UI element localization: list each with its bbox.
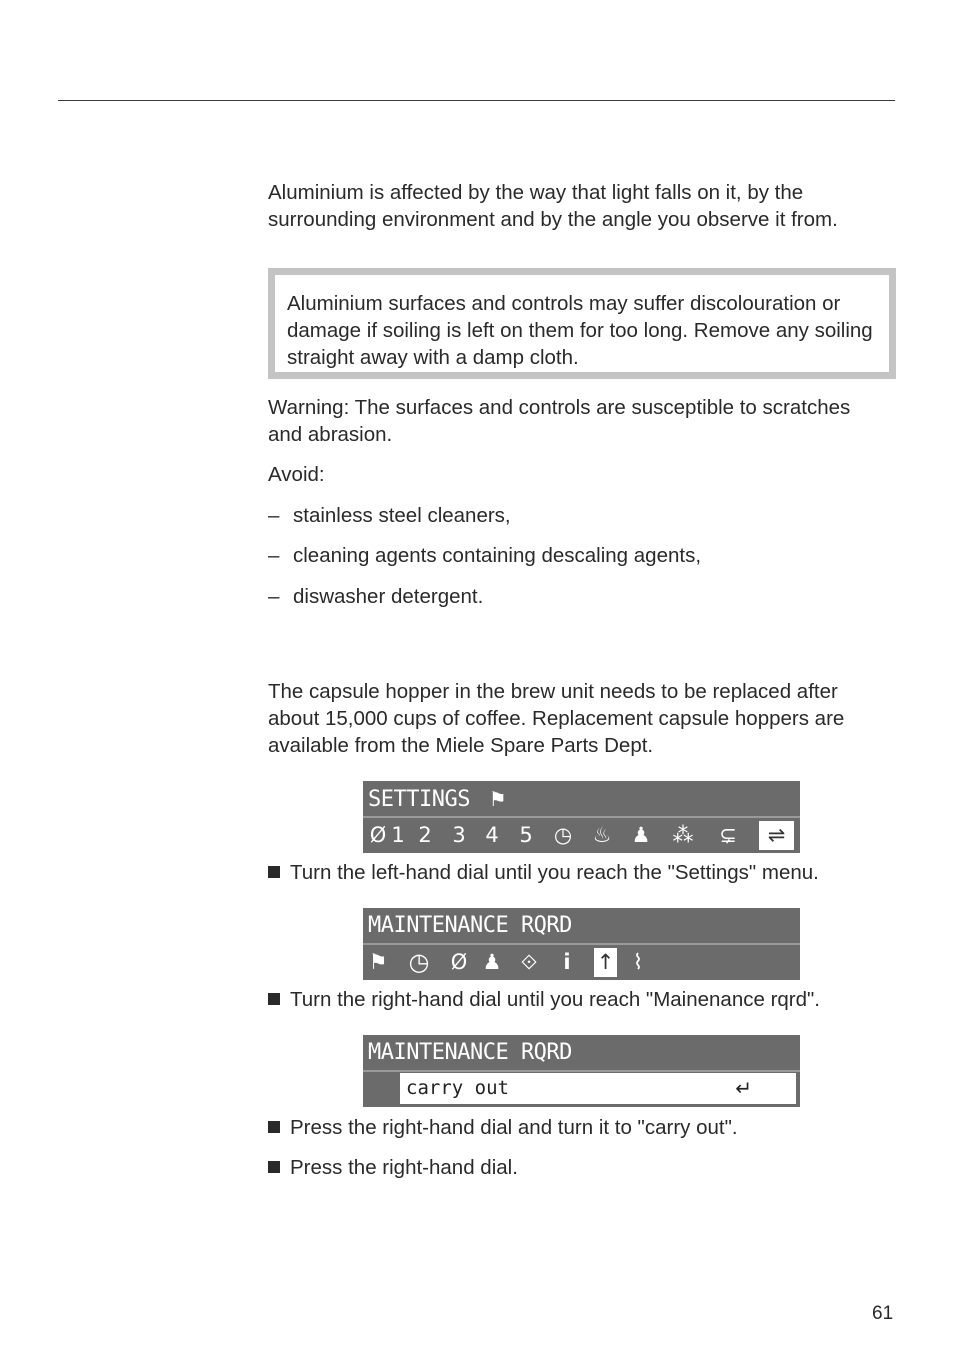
person-icon: ♟ [631,823,651,847]
square-bullet [268,1121,280,1133]
avoid-item-1: – stainless steel cleaners, [268,504,511,527]
header-rule [58,100,895,101]
dash-marker: – [268,504,280,527]
settings-sliders-icon: ⇌ [759,821,794,850]
maintenance-menu-display [363,908,800,980]
square-bullet [268,866,280,878]
program-5: 5 [519,823,533,847]
note-text: Aluminium surfaces and controls may suffer discolouration or damage if soiling is left on them for too long. Remove any soiling straight away with a damp cloth. [287,292,873,369]
avoid-item-2: – cleaning agents containing descaling agents, [268,544,702,567]
clock-icon: ◷ [408,948,430,976]
rinse-icon: ⊊ [719,823,737,847]
program-3: 3 [452,823,466,847]
warning-paragraph: Warning: The surfaces and controls are susceptible to scratches and abrasion. [268,396,851,446]
program-1: 1 [391,823,405,847]
carry-out-option: carry out ↵ [400,1073,796,1104]
dash-marker: – [268,544,280,567]
program-4: 4 [485,823,499,847]
program-2: 2 [418,823,432,847]
avoid-item-3: – diswasher detergent. [268,585,484,608]
flag-icon: ⚑ [368,950,388,974]
settings-display-title: SETTINGS ⚑ [368,787,507,812]
square-bullet [268,1161,280,1173]
flag-icon: ⚑ [488,787,507,811]
maintenance-icon: ↑ [594,948,617,977]
page-number: 61 [872,1303,894,1324]
avoid-heading: Avoid: [268,463,325,486]
square-bullet [268,993,280,1005]
maintenance-action-title: MAINTENANCE RQRD [368,1040,572,1065]
note-box [268,268,896,379]
info-icon: i [563,950,571,974]
timer-icon: ◷ [553,823,573,847]
settings-display [363,781,800,853]
step-3: Press the right-hand dial and turn it to "carry out". [268,1114,738,1141]
step-2: Turn the right-hand dial until you reach "Mainenance rqrd". [268,986,820,1013]
arrow-diamond-icon: ⟐ [520,950,538,974]
maintenance-menu-title: MAINTENANCE RQRD [368,913,572,938]
factory-icon: ⌇ [632,950,644,974]
enter-icon: ↵ [735,1076,752,1100]
dash-marker: – [268,585,280,608]
maintenance-icon-row [363,945,800,980]
person-icon: ♟ [482,950,502,974]
maintenance-action-display [363,1035,800,1107]
step-4: Press the right-hand dial. [268,1154,518,1181]
brightness-icon: ⁂ [672,823,694,847]
capsule-hopper-paragraph: The capsule hopper in the brew unit needs to be replaced after about 15,000 cups of coffee. Replacement capsule hoppers are available from the Miele Spare Parts Dept. [268,680,845,757]
capsule-icon: Ø [369,823,387,847]
capsule-icon: Ø [450,950,468,974]
aluminium-intro-paragraph: Aluminium is affected by the way that light falls on it, by the surrounding environment and by the angle you observe it from. [268,181,838,231]
cup-icon: ♨ [592,823,612,847]
step-1: Turn the left-hand dial until you reach the "Settings" menu. [268,859,819,886]
settings-icon-row [363,818,800,853]
